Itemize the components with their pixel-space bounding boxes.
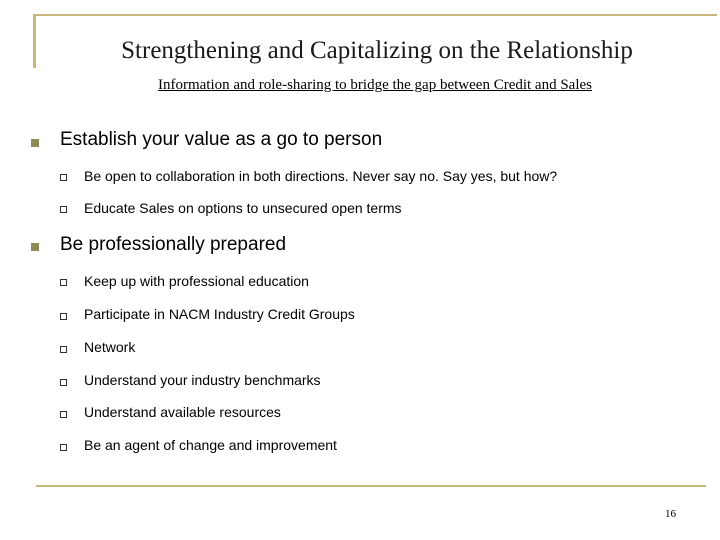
sub-bullet-nacm-groups: Participate in NACM Industry Credit Groups (84, 306, 355, 322)
sub-bullet-resources: Understand available resources (84, 404, 281, 420)
hollow-square-bullet-icon (60, 346, 67, 353)
sub-bullet-professional-education: Keep up with professional education (84, 273, 309, 289)
sub-bullet-educate-sales: Educate Sales on options to unsecured open terms (84, 200, 402, 216)
hollow-square-bullet-icon (60, 444, 67, 451)
slide-subtitle: Information and role-sharing to bridge the gap between Credit and Sales (157, 77, 593, 93)
title-frame-horizontal-line (33, 14, 717, 16)
hollow-square-bullet-icon (60, 279, 67, 286)
hollow-square-bullet-icon (60, 174, 67, 181)
footer-divider-line (36, 485, 706, 487)
hollow-square-bullet-icon (60, 411, 67, 418)
bullet-heading-professionally-prepared: Be professionally prepared (60, 234, 287, 255)
page-number: 16 (665, 508, 676, 520)
bullet-heading-establish-value: Establish your value as a go to person (60, 129, 383, 150)
hollow-square-bullet-icon (60, 379, 67, 386)
hollow-square-bullet-icon (60, 206, 67, 213)
slide-title: Strengthening and Capitalizing on the Relationship (121, 37, 633, 64)
square-bullet-icon (31, 243, 39, 251)
sub-bullet-benchmarks: Understand your industry benchmarks (84, 372, 321, 388)
sub-bullet-agent-of-change: Be an agent of change and improvement (84, 437, 337, 453)
sub-bullet-network: Network (84, 339, 136, 355)
square-bullet-icon (31, 139, 39, 147)
sub-bullet-collaboration: Be open to collaboration in both directions. Never say no. Say yes, but how? (84, 168, 558, 184)
hollow-square-bullet-icon (60, 313, 67, 320)
